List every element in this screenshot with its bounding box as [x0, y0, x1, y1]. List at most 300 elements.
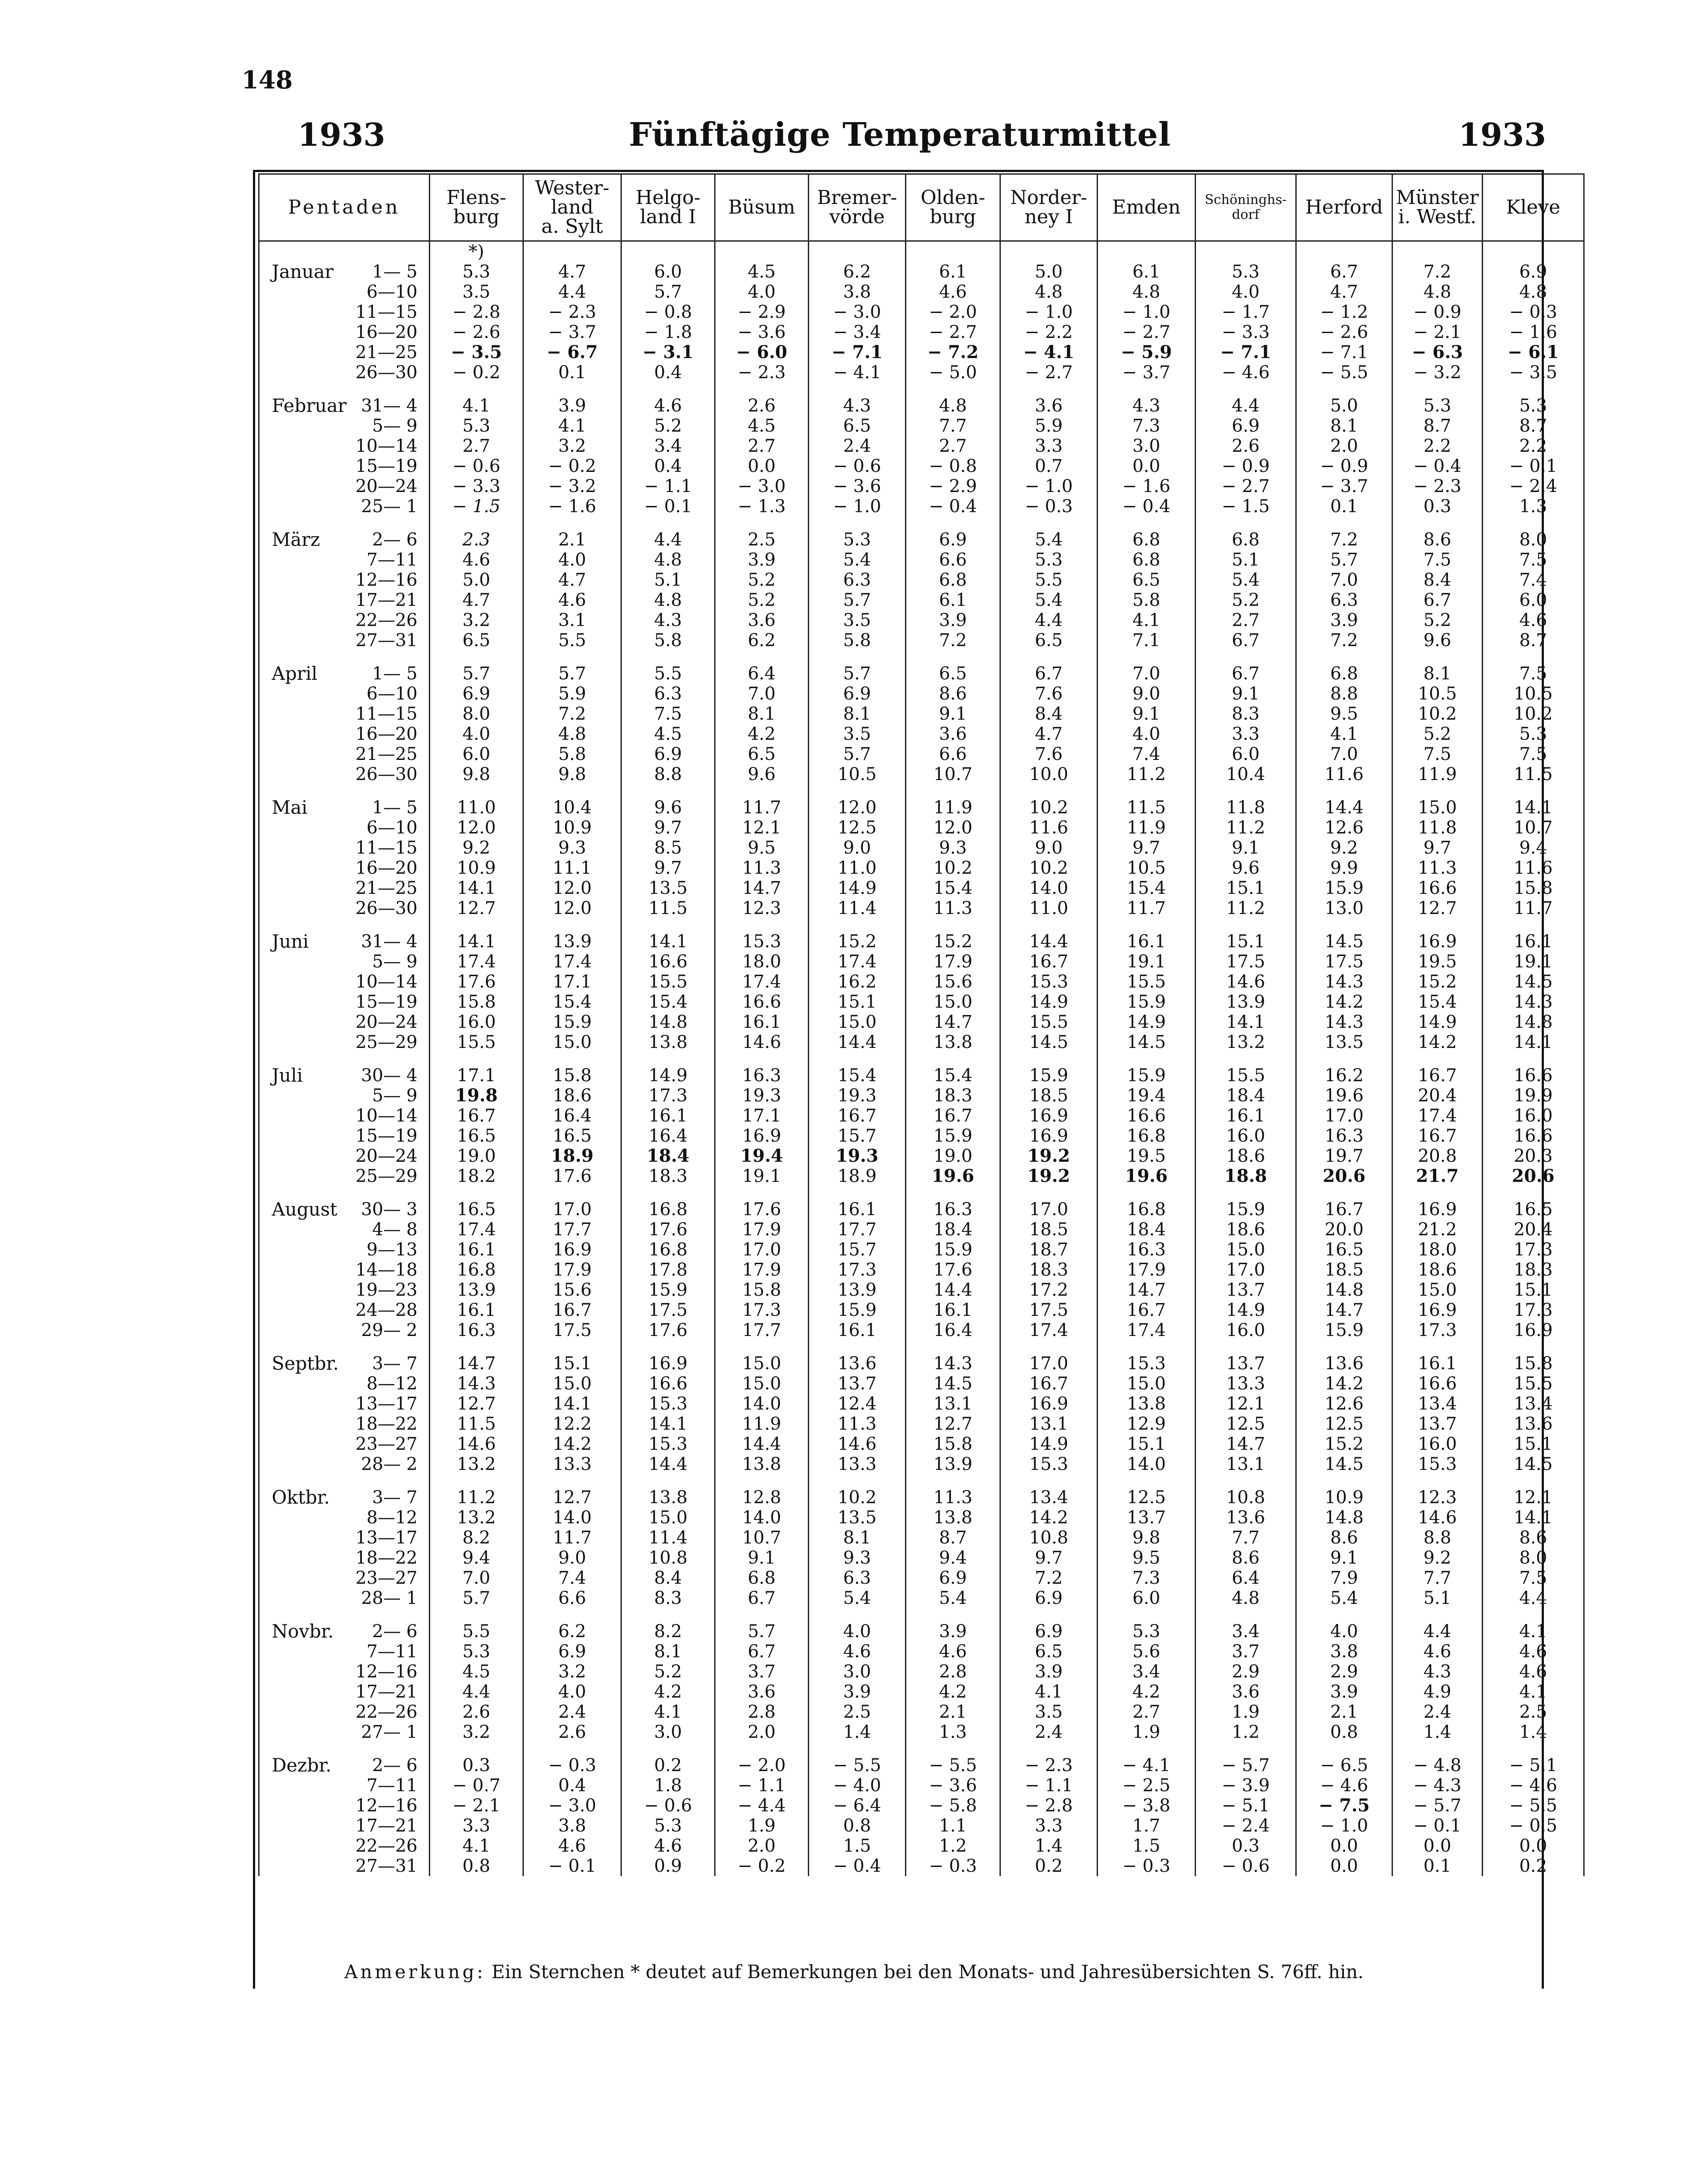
empty-cell	[1196, 1742, 1296, 1755]
temperature-cell: 14.1	[621, 1414, 715, 1434]
temperature-cell: 16.8	[621, 1199, 715, 1220]
temperature-cell: 6.9	[430, 684, 523, 704]
pentade-cell	[259, 1374, 430, 1394]
table-row	[259, 818, 1584, 838]
temperature-cell: 17.0	[1000, 1199, 1098, 1220]
pentade-cell	[259, 610, 430, 630]
temperature-cell: 14.1	[1483, 1508, 1584, 1528]
temperature-cell: 14.1	[1483, 1032, 1584, 1052]
pentade-range: 26—30	[355, 362, 417, 383]
temperature-cell: 11.6	[1483, 858, 1584, 878]
temperature-cell: − 1.5	[430, 496, 523, 517]
temperature-cell: 14.4	[1296, 798, 1392, 818]
temperature-cell: 0.3	[1392, 496, 1483, 517]
pentade-range: 12—16	[355, 1662, 417, 1682]
empty-cell	[621, 1186, 715, 1199]
empty-cell	[1196, 517, 1296, 530]
temperature-cell: 6.8	[1098, 550, 1196, 570]
page-title: Fünftägige Temperaturmittel	[629, 116, 1171, 154]
temperature-cell: 14.9	[1000, 992, 1098, 1012]
month-label: Oktbr.	[272, 1487, 330, 1508]
pentade-cell	[259, 1260, 430, 1280]
table-row	[259, 1300, 1584, 1320]
temperature-cell: 3.9	[715, 550, 809, 570]
pentade-range: 2— 6	[372, 530, 417, 550]
temperature-cell: 3.4	[1098, 1662, 1196, 1682]
temperature-cell: 4.8	[621, 550, 715, 570]
temperature-cell: 17.5	[1000, 1300, 1098, 1320]
temperature-cell: 9.1	[1196, 684, 1296, 704]
empty-cell	[809, 517, 906, 530]
empty-cell	[523, 650, 621, 664]
temperature-cell: 15.9	[906, 1126, 1000, 1146]
temperature-cell: 17.0	[715, 1240, 809, 1260]
empty-cell	[1483, 241, 1584, 262]
pentade-cell	[259, 1702, 430, 1722]
temperature-cell: 15.1	[809, 992, 906, 1012]
pentade-range: 2— 6	[372, 1621, 417, 1642]
temperature-cell: 2.6	[430, 1702, 523, 1722]
temperature-cell: 19.6	[1296, 1086, 1392, 1106]
temperature-cell: 5.4	[809, 550, 906, 570]
temperature-cell: 13.8	[715, 1454, 809, 1474]
temperature-cell: 9.4	[906, 1548, 1000, 1568]
temperature-cell: 18.5	[1000, 1220, 1098, 1240]
pentade-cell	[259, 898, 430, 918]
temperature-cell: 17.6	[621, 1320, 715, 1340]
temperature-cell: 15.5	[1000, 1012, 1098, 1032]
temperature-cell: 6.3	[621, 684, 715, 704]
temperature-cell: 11.0	[430, 798, 523, 818]
temperature-cell: 5.2	[1196, 590, 1296, 610]
temperature-cell: 12.1	[1196, 1394, 1296, 1414]
temperature-cell: − 3.3	[430, 476, 523, 496]
temperature-cell: 9.5	[1296, 704, 1392, 724]
temperature-cell: 10.8	[1196, 1487, 1296, 1508]
temperature-cell: − 0.3	[523, 1755, 621, 1775]
pentade-cell	[259, 1220, 430, 1240]
temperature-cell: 6.7	[1392, 590, 1483, 610]
empty-cell	[809, 1340, 906, 1353]
temperature-cell: 0.0	[1296, 1856, 1392, 1876]
temperature-cell: 16.1	[809, 1199, 906, 1220]
temperature-cell: − 0.4	[1098, 496, 1196, 517]
empty-cell	[430, 1742, 523, 1755]
pentade-range: 2— 6	[372, 1755, 417, 1775]
temperature-cell: 14.3	[906, 1353, 1000, 1374]
temperature-cell: 8.1	[809, 1528, 906, 1548]
temperature-cell: 4.4	[1392, 1621, 1483, 1642]
temperature-cell: 3.6	[1196, 1682, 1296, 1702]
pentade-cell	[259, 952, 430, 972]
temperature-cell: 6.2	[523, 1621, 621, 1642]
empty-cell	[906, 1052, 1000, 1065]
temperature-cell: 14.5	[1296, 932, 1392, 952]
temperature-cell: 17.0	[1196, 1260, 1296, 1280]
temperature-cell: 17.9	[1098, 1260, 1196, 1280]
temperature-cell: 14.9	[1000, 1434, 1098, 1454]
empty-cell	[715, 1052, 809, 1065]
temperature-cell: 4.0	[1196, 282, 1296, 302]
temperature-cell: 1.2	[906, 1836, 1000, 1856]
temperature-cell: 3.6	[715, 1682, 809, 1702]
temperature-cell: 16.7	[1392, 1065, 1483, 1086]
temperature-cell: 17.5	[1296, 952, 1392, 972]
temperature-cell: − 3.9	[1196, 1775, 1296, 1796]
pentade-range: 23—27	[355, 1434, 417, 1454]
temperature-cell: 3.5	[1000, 1702, 1098, 1722]
empty-cell	[1098, 1186, 1196, 1199]
empty-cell	[1098, 241, 1196, 262]
temperature-cell: 5.4	[1000, 530, 1098, 550]
temperature-cell: 4.0	[523, 550, 621, 570]
empty-cell	[523, 1052, 621, 1065]
temperature-cell: 4.3	[809, 396, 906, 416]
temperature-cell: 6.5	[1098, 570, 1196, 590]
temperature-cell: 14.1	[430, 878, 523, 898]
temperature-cell: 15.8	[906, 1434, 1000, 1454]
temperature-cell: 16.5	[1296, 1240, 1392, 1260]
temperature-cell: 3.6	[715, 610, 809, 630]
temperature-cell: 16.5	[430, 1199, 523, 1220]
temperature-cell: 13.2	[1196, 1032, 1296, 1052]
temperature-cell: 16.3	[906, 1199, 1000, 1220]
table-row	[259, 932, 1584, 952]
temperature-cell: 9.7	[1392, 838, 1483, 858]
temperature-cell: 1.9	[1098, 1722, 1196, 1742]
temperature-cell: 9.0	[523, 1548, 621, 1568]
temperature-cell: 15.5	[1196, 1065, 1296, 1086]
temperature-cell: 14.9	[1098, 1012, 1196, 1032]
temperature-cell: 3.2	[523, 1662, 621, 1682]
pentade-range: 28— 1	[361, 1588, 417, 1608]
temperature-cell: 9.3	[906, 838, 1000, 858]
pentade-cell	[259, 878, 430, 898]
table-row	[259, 496, 1584, 517]
temperature-cell: 16.8	[430, 1260, 523, 1280]
pentade-range: 3— 7	[372, 1487, 417, 1508]
temperature-cell: 4.6	[523, 590, 621, 610]
temperature-cell: 10.5	[1098, 858, 1196, 878]
empty-cell	[621, 918, 715, 932]
temperature-cell: 15.1	[1483, 1280, 1584, 1300]
month-label: Septbr.	[272, 1353, 339, 1374]
temperature-cell: − 0.4	[809, 1856, 906, 1876]
pentade-range: 31— 4	[361, 932, 417, 952]
temperature-cell: 0.4	[523, 1775, 621, 1796]
temperature-cell: 3.5	[809, 724, 906, 744]
temperature-cell: 9.2	[1296, 838, 1392, 858]
temperature-cell: 15.8	[523, 1065, 621, 1086]
pentade-cell	[259, 436, 430, 456]
temperature-cell: 11.3	[1392, 858, 1483, 878]
temperature-cell: 8.1	[715, 704, 809, 724]
empty-cell	[906, 1186, 1000, 1199]
temperature-cell: 13.6	[1296, 1353, 1392, 1374]
temperature-cell: − 3.6	[715, 322, 809, 342]
empty-cell	[523, 1474, 621, 1487]
temperature-cell: − 6.7	[523, 342, 621, 362]
temperature-cell: − 5.8	[906, 1796, 1000, 1816]
temperature-cell: 17.0	[1296, 1106, 1392, 1126]
temperature-cell: 7.5	[1483, 550, 1584, 570]
empty-cell	[906, 383, 1000, 396]
temperature-cell: 8.8	[1392, 1528, 1483, 1548]
temperature-cell: 2.1	[1296, 1702, 1392, 1722]
temperature-cell: 15.9	[1098, 992, 1196, 1012]
temperature-cell: 11.5	[1483, 764, 1584, 784]
pentade-range: 21—25	[355, 744, 417, 764]
temperature-cell: 4.0	[715, 282, 809, 302]
temperature-cell: 3.2	[523, 436, 621, 456]
empty-cell	[1296, 918, 1392, 932]
empty-cell	[1196, 1186, 1296, 1199]
temperature-cell: 16.9	[1392, 932, 1483, 952]
temperature-cell: − 2.9	[906, 476, 1000, 496]
pentade-cell	[259, 496, 430, 517]
temperature-cell: 9.1	[1196, 838, 1296, 858]
pentade-range: 6—10	[366, 818, 417, 838]
temperature-cell: 2.2	[1483, 436, 1584, 456]
pentade-cell	[259, 590, 430, 610]
pentade-cell	[259, 530, 430, 550]
temperature-cell: 16.0	[1196, 1320, 1296, 1340]
pentade-range: 21—25	[355, 878, 417, 898]
temperature-cell: 8.0	[1483, 1548, 1584, 1568]
temperature-cell: 15.8	[1483, 1353, 1584, 1374]
temperature-cell: 15.0	[1196, 1240, 1296, 1260]
temperature-cell: 16.6	[715, 992, 809, 1012]
temperature-cell: 4.6	[523, 1836, 621, 1856]
temperature-cell: 8.7	[1483, 416, 1584, 436]
temperature-cell: 5.3	[1483, 724, 1584, 744]
temperature-cell: 4.1	[1483, 1621, 1584, 1642]
temperature-cell: 3.5	[430, 282, 523, 302]
temperature-cell: − 2.5	[1098, 1775, 1196, 1796]
temperature-cell: 13.1	[906, 1394, 1000, 1414]
pentade-range: 6—10	[366, 684, 417, 704]
temperature-cell: 20.0	[1296, 1220, 1392, 1240]
table-row	[259, 362, 1584, 383]
temperature-cell: 2.5	[715, 530, 809, 550]
temperature-cell: 16.3	[715, 1065, 809, 1086]
temperature-cell: − 2.3	[1000, 1755, 1098, 1775]
pentade-range: 3— 7	[372, 1353, 417, 1374]
temperature-cell: 2.2	[1392, 436, 1483, 456]
temperature-cell: 14.8	[621, 1012, 715, 1032]
temperature-cell: 14.6	[715, 1032, 809, 1052]
table-row	[259, 1588, 1584, 1608]
temperature-cell: 9.1	[906, 704, 1000, 724]
empty-cell	[1098, 1052, 1196, 1065]
temperature-cell: 14.0	[1000, 878, 1098, 898]
empty-cell	[1196, 1052, 1296, 1065]
table-row	[259, 1548, 1584, 1568]
temperature-cell: 2.7	[715, 436, 809, 456]
table-row	[259, 704, 1584, 724]
temperature-cell: 8.8	[621, 764, 715, 784]
table-row	[259, 724, 1584, 744]
pentade-range: 27— 1	[361, 1722, 417, 1742]
temperature-cell: − 1.7	[1196, 302, 1296, 322]
temperature-cell: 3.9	[1296, 1682, 1392, 1702]
temperature-cell: 1.4	[1483, 1722, 1584, 1742]
temperature-cell: 13.3	[809, 1454, 906, 1474]
temperature-cell: 16.3	[430, 1320, 523, 1340]
temperature-cell: 17.6	[621, 1220, 715, 1240]
temperature-cell: 15.3	[715, 932, 809, 952]
temperature-cell: 6.7	[1196, 630, 1296, 650]
temperature-cell: 14.5	[1483, 1454, 1584, 1474]
temperature-table	[258, 173, 1585, 1876]
empty-cell	[1000, 1052, 1098, 1065]
temperature-cell: 2.4	[523, 1702, 621, 1722]
temperature-cell: 12.6	[1296, 818, 1392, 838]
empty-cell	[430, 784, 523, 798]
temperature-cell: 5.7	[809, 664, 906, 684]
pentade-cell	[259, 456, 430, 476]
temperature-cell: 1.2	[1196, 1722, 1296, 1742]
pentade-cell	[259, 1796, 430, 1816]
pentade-range: 12—16	[355, 570, 417, 590]
temperature-cell: − 1.3	[715, 496, 809, 517]
temperature-cell: − 2.1	[1392, 322, 1483, 342]
temperature-cell: − 2.0	[906, 302, 1000, 322]
temperature-cell: 16.9	[1000, 1394, 1098, 1414]
temperature-cell: 16.1	[1196, 1106, 1296, 1126]
empty-cell	[1196, 383, 1296, 396]
temperature-cell: 19.7	[1296, 1146, 1392, 1166]
temperature-cell: 14.8	[1296, 1508, 1392, 1528]
table-row	[259, 1220, 1584, 1240]
temperature-cell: − 3.2	[523, 476, 621, 496]
month-gap	[259, 1340, 1584, 1353]
temperature-cell: 13.7	[1392, 1414, 1483, 1434]
temperature-cell: 4.1	[430, 396, 523, 416]
table-row	[259, 1374, 1584, 1394]
temperature-cell: − 0.6	[621, 1796, 715, 1816]
pentade-cell	[259, 1662, 430, 1682]
temperature-cell: 2.4	[809, 436, 906, 456]
pentade-range: 1— 5	[372, 798, 417, 818]
temperature-cell: 4.3	[621, 610, 715, 630]
temperature-cell: 17.4	[430, 952, 523, 972]
temperature-cell: − 7.2	[906, 342, 1000, 362]
temperature-cell: 0.0	[1392, 1836, 1483, 1856]
temperature-cell: 14.1	[523, 1394, 621, 1414]
pentade-cell	[259, 342, 430, 362]
temperature-cell: 6.7	[1000, 664, 1098, 684]
temperature-cell: 16.4	[621, 1126, 715, 1146]
temperature-cell: 17.7	[715, 1320, 809, 1340]
temperature-cell: − 1.0	[809, 496, 906, 517]
empty-cell	[523, 1742, 621, 1755]
temperature-cell: 9.6	[1196, 858, 1296, 878]
temperature-cell: 19.5	[1098, 1146, 1196, 1166]
temperature-cell: − 4.8	[1392, 1755, 1483, 1775]
temperature-cell: 12.4	[809, 1394, 906, 1414]
temperature-cell: 14.2	[523, 1434, 621, 1454]
temperature-cell: 15.0	[523, 1032, 621, 1052]
temperature-cell: 11.2	[1098, 764, 1196, 784]
empty-cell	[1196, 1340, 1296, 1353]
temperature-cell: 13.6	[809, 1353, 906, 1374]
temperature-cell: − 7.5	[1296, 1796, 1392, 1816]
pentade-range: 29— 2	[361, 1320, 417, 1340]
temperature-cell: 13.9	[523, 932, 621, 952]
pentade-range: 8—12	[366, 1374, 417, 1394]
pentade-range: 11—15	[355, 302, 417, 322]
temperature-cell: 13.9	[809, 1280, 906, 1300]
temperature-cell: 6.8	[1196, 530, 1296, 550]
temperature-cell: 4.8	[1483, 282, 1584, 302]
temperature-cell: 0.1	[1296, 496, 1392, 517]
empty-cell	[1098, 918, 1196, 932]
temperature-cell: 4.1	[1000, 1682, 1098, 1702]
temperature-cell: 14.0	[715, 1394, 809, 1414]
temperature-cell: 16.9	[1483, 1320, 1584, 1340]
temperature-cell: 2.4	[1392, 1702, 1483, 1722]
empty-cell	[809, 241, 906, 262]
temperature-cell: 4.6	[1483, 1662, 1584, 1682]
table-row	[259, 456, 1584, 476]
pentade-cell	[259, 932, 430, 952]
temperature-cell: 19.6	[1098, 1166, 1196, 1186]
empty-cell	[523, 517, 621, 530]
temperature-cell: 16.9	[621, 1353, 715, 1374]
footnote-label: Anmerkung:	[344, 1961, 486, 1983]
temperature-cell: 8.1	[1392, 664, 1483, 684]
temperature-cell: 11.8	[1196, 798, 1296, 818]
temperature-cell: 14.7	[1296, 1300, 1392, 1320]
pentade-cell	[259, 1065, 430, 1086]
temperature-cell: − 4.3	[1392, 1775, 1483, 1796]
table-row	[259, 342, 1584, 362]
table-row	[259, 1816, 1584, 1836]
pentade-cell	[259, 396, 430, 416]
pentade-cell	[259, 1032, 430, 1052]
temperature-cell: 3.1	[523, 610, 621, 630]
temperature-cell: 9.7	[621, 818, 715, 838]
temperature-cell: 12.0	[430, 818, 523, 838]
empty-cell	[1296, 1474, 1392, 1487]
temperature-cell: 4.7	[430, 590, 523, 610]
empty-cell	[1196, 1474, 1296, 1487]
pentade-cell	[259, 704, 430, 724]
temperature-cell: 3.3	[1196, 724, 1296, 744]
empty-cell	[1483, 650, 1584, 664]
temperature-cell: 3.0	[809, 1662, 906, 1682]
temperature-cell: 12.3	[1392, 1487, 1483, 1508]
pentade-cell	[259, 1487, 430, 1508]
temperature-cell: 5.4	[1000, 590, 1098, 610]
temperature-cell: 5.9	[523, 684, 621, 704]
temperature-cell: 16.7	[906, 1106, 1000, 1126]
empty-cell	[621, 1608, 715, 1621]
pentade-cell	[259, 664, 430, 684]
empty-cell	[809, 383, 906, 396]
temperature-cell: − 0.1	[523, 1856, 621, 1876]
month-label: Dezbr.	[272, 1754, 332, 1776]
table-row	[259, 798, 1584, 818]
pentade-cell	[259, 1086, 430, 1106]
temperature-cell: − 0.8	[906, 456, 1000, 476]
temperature-cell: 9.3	[523, 838, 621, 858]
temperature-cell: 5.7	[523, 664, 621, 684]
empty-cell	[1392, 1186, 1483, 1199]
temperature-cell: 18.6	[523, 1086, 621, 1106]
temperature-cell: 7.0	[1098, 664, 1196, 684]
